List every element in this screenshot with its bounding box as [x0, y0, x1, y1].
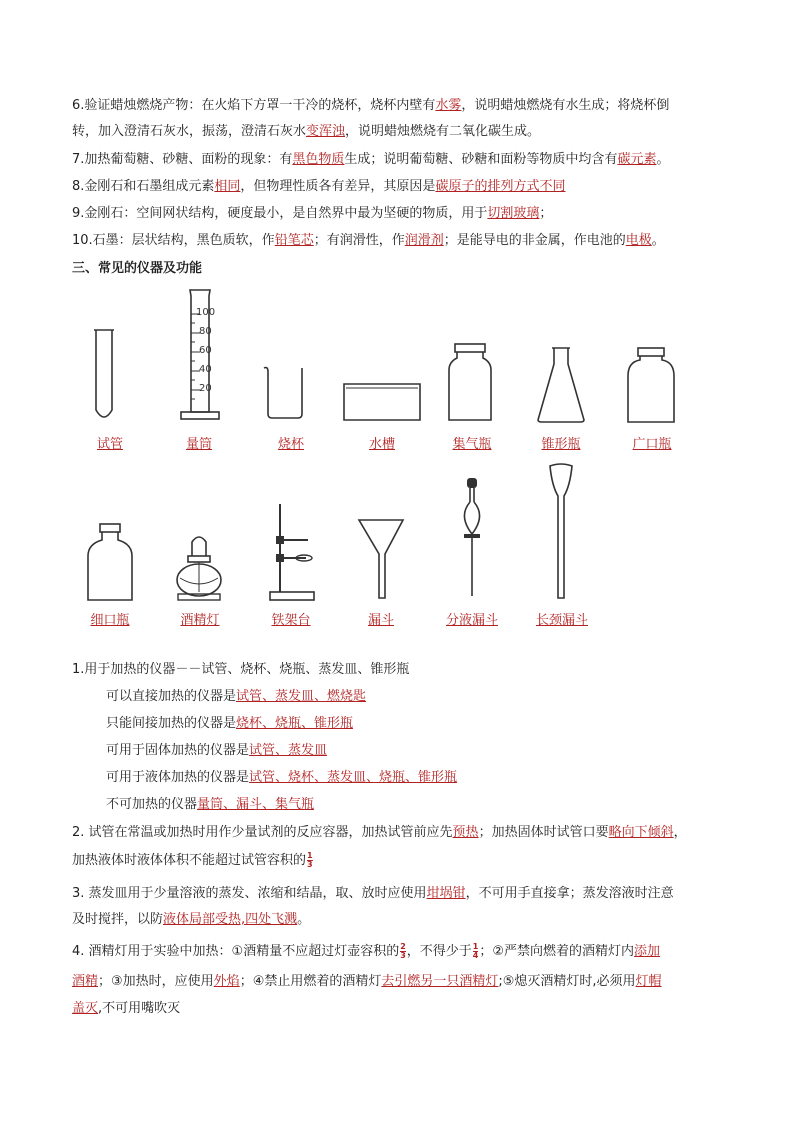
iron-stand-drawing — [266, 502, 318, 602]
solid-heating-line: 可用于固体加热的仪器是试管、蒸发皿 — [106, 743, 328, 758]
label-graduated-cylinder: 量筒 — [185, 437, 213, 452]
item-2-line-b: 加热液体时液体体积不能超过试管容积的 $\frac{1}{3}$ — [72, 851, 313, 869]
test-tube-drawing — [92, 328, 116, 424]
answer-blank: 酒精 — [72, 974, 99, 989]
label-long-neck-funnel: 长颈漏斗 — [535, 613, 589, 628]
label-iron-stand: 铁架台 — [271, 613, 311, 628]
item-4-line-a: 4. 酒精灯用于实验中加热：①酒精量不应超过灯壶容积的 $\frac{2}{3}$ ，不得少于 $\frac{1}{4}$ ；②严禁向燃着的酒精灯内添加 — [72, 942, 661, 960]
long-neck-funnel-drawing — [546, 462, 576, 602]
answer-blank: 试管、烧杯、蒸发皿、烧瓶、锥形瓶 — [249, 770, 458, 785]
non-heating-line: 不可加热的仪器量筒、漏斗、集气瓶 — [106, 797, 315, 812]
answer-blank: 外焰 — [213, 974, 240, 989]
label-test-tube: 试管 — [96, 437, 124, 452]
label-gas-collecting-bottle: 集气瓶 — [452, 437, 492, 452]
fraction-one-quarter: $\frac{1}{4}$ — [472, 942, 479, 960]
answer-blank: 电极 — [625, 233, 652, 248]
answer-blank: 试管、蒸发皿、燃烧匙 — [236, 689, 367, 704]
label-funnel: 漏斗 — [367, 613, 395, 628]
answer-blank: 碳原子的排列方式不同 — [435, 179, 566, 194]
alcohol-lamp-drawing — [174, 534, 224, 602]
water-trough-drawing — [342, 380, 422, 422]
answer-blank: 液体局部受热,四处飞溅 — [163, 912, 298, 927]
answer-blank: 灯帽 — [635, 974, 662, 989]
answer-blank: 添加 — [634, 944, 661, 959]
answer-blank: 切割玻璃 — [487, 206, 540, 221]
separatory-funnel-drawing — [456, 476, 488, 600]
item-4-line-c: 盖灭,不可用嘴吹灭 — [72, 1001, 181, 1016]
fraction-one-third: $\frac{1}{3}$ — [307, 851, 313, 869]
label-conical-flask: 锥形瓶 — [541, 437, 581, 452]
label-narrow-mouth-bottle: 细口瓶 — [90, 613, 130, 628]
fraction-two-thirds: $\frac{2}{3}$ — [400, 942, 406, 960]
answer-blank: 水雾 — [435, 98, 462, 113]
direct-heating-line: 可以直接加热的仪器是试管、蒸发皿、燃烧匙 — [106, 689, 367, 704]
item-2-line-a: 2. 试管在常温或加热时用作少量试剂的反应容器，加热试管前应先预热；加热固体时试管口要略向下倾斜， — [72, 825, 687, 840]
item-6-line-b: 转，加入澄清石灰水，振荡，澄清石灰水变浑浊，说明蜡烛燃烧有二氧化碳生成。 — [72, 124, 541, 139]
conical-flask-drawing — [536, 346, 586, 424]
item-9: 9.金刚石：空间网状结构，硬度最小，是自然界中最为坚硬的物质，用于切割玻璃； — [72, 206, 553, 221]
item-7: 7.加热葡萄糖、砂糖、面粉的现象：有黑色物质生成；说明葡萄糖、砂糖和面粉等物质中均含有碳元素。 — [72, 152, 670, 167]
narrow-mouth-bottle-drawing — [86, 522, 134, 602]
answer-blank: 润滑剂 — [404, 233, 444, 248]
liquid-heating-line: 可用于液体加热的仪器是试管、烧杯、蒸发皿、烧瓶、锥形瓶 — [106, 770, 458, 785]
answer-blank: 去引燃另一只酒精灯 — [381, 974, 499, 989]
heating-instruments-heading: 1.用于加热的仪器－－试管、烧杯、烧瓶、蒸发皿、锥形瓶 — [72, 662, 410, 677]
item-6-line-a: 6.验证蜡烛燃烧产物：在火焰下方罩一干冷的烧杯，烧杯内壁有水雾，说明蜡烛燃烧有水生成；将烧杯倒 — [72, 98, 670, 113]
label-separatory-funnel: 分液漏斗 — [445, 613, 499, 628]
answer-blank: 铅笔芯 — [274, 233, 314, 248]
section-title: 三、常见的仪器及功能 — [72, 261, 203, 276]
item-3-line-a: 3. 蒸发皿用于少量溶液的蒸发、浓缩和结晶，取、放时应使用坩埚钳，不可用手直接拿；蒸发溶液时注意 — [72, 886, 674, 901]
answer-blank: 黑色物质 — [292, 152, 345, 167]
beaker-drawing — [262, 364, 308, 420]
answer-blank: 变浑浊 — [306, 124, 346, 139]
answer-blank: 试管、蒸发皿 — [249, 743, 328, 758]
wide-mouth-bottle-drawing — [626, 346, 676, 424]
answer-blank: 相同 — [214, 179, 241, 194]
answer-blank: 碳元素 — [617, 152, 657, 167]
label-water-trough: 水槽 — [368, 437, 396, 452]
item-4-line-b: 酒精；③加热时，应使用外焰；④禁止用燃着的酒精灯去引燃另一只酒精灯;⑤熄灭酒精灯时,必须用灯帽 — [72, 974, 662, 989]
label-beaker: 烧杯 — [277, 437, 305, 452]
gas-collecting-bottle-drawing — [447, 342, 493, 422]
funnel-drawing — [357, 516, 405, 600]
item-8: 8.金刚石和石墨组成元素相同，但物理性质各有差异，其原因是碳原子的排列方式不同 — [72, 179, 566, 194]
indirect-heating-line: 只能间接加热的仪器是烧杯、烧瓶、锥形瓶 — [106, 716, 354, 731]
answer-blank: 预热 — [452, 825, 479, 840]
answer-blank: 坩埚钳 — [426, 886, 466, 901]
label-wide-mouth-bottle: 广口瓶 — [632, 437, 672, 452]
item-3-line-b: 及时搅拌，以防液体局部受热,四处飞溅。 — [72, 912, 311, 927]
item-10: 10.石墨：层状结构，黑色质软，作铅笔芯；有润滑性，作润滑剂；是能导电的非金属，作电池的电极。 — [72, 233, 665, 248]
answer-blank: 量筒、漏斗、集气瓶 — [197, 797, 315, 812]
answer-blank: 烧杯、烧瓶、锥形瓶 — [236, 716, 354, 731]
answer-blank: 略向下倾斜 — [608, 825, 674, 840]
answer-blank: 盖灭 — [72, 1001, 99, 1016]
label-alcohol-lamp: 酒精灯 — [180, 613, 220, 628]
